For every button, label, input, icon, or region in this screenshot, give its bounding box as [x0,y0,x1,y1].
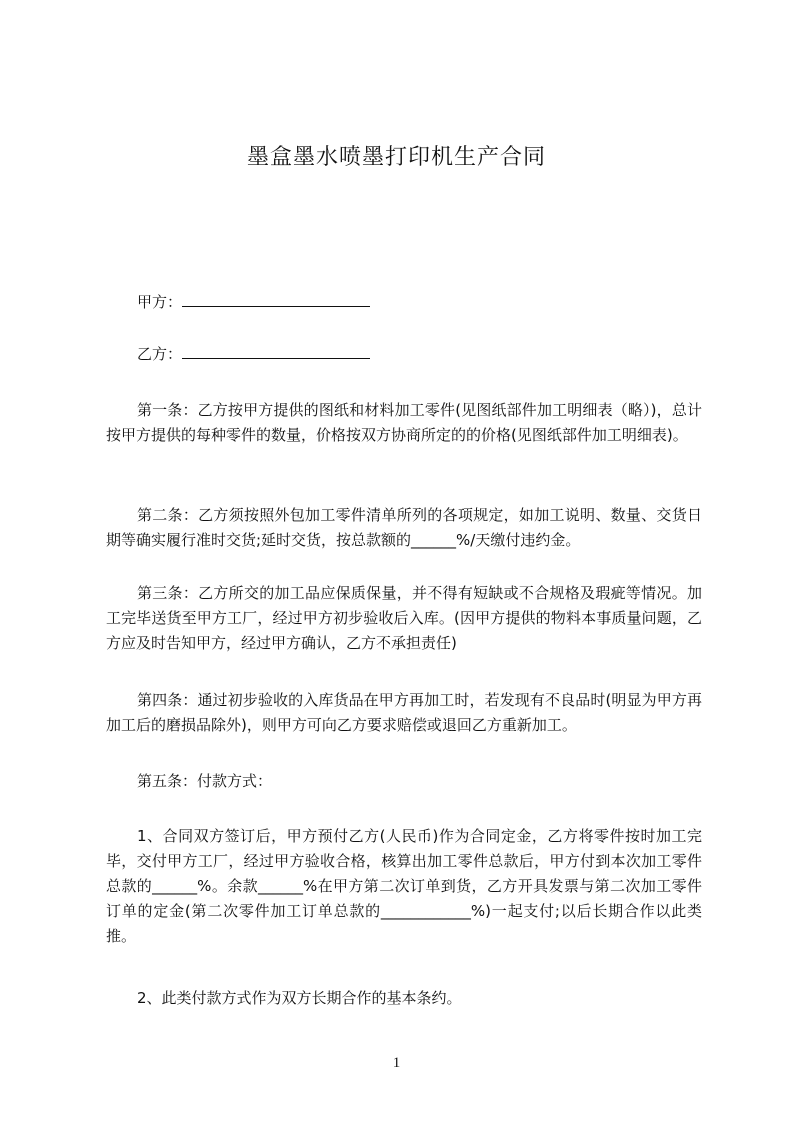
party-a-line [137,292,370,312]
article-2: 第二条：乙方须按照外包加工零件清单所列的各项规定，如加工说明、数量、交货日期等确实履行准时交货;延时交货，按总款额的______%/天缴付违约金。 [106,506,702,549]
party-b-line [137,344,370,364]
article-1: 第一条：乙方按甲方提供的图纸和材料加工零件(见图纸部件加工明细表（略）)，总计按甲方提供的每种零件的数量，价格按双方协商所定的的价格(见图纸部件加工明细表)。 [106,401,702,444]
article-3: 第三条：乙方所交的加工品应保质保量，并不得有短缺或不合规格及瑕疵等情况。加工完毕送货至甲方工厂，经过甲方初步验收后入库。(因甲方提供的物料本事质量问题，乙方应及时告知甲方，经过甲方确认，乙方不承担责任) [106,584,702,652]
party-a-label: 甲方： [137,293,183,311]
article-4: 第四条：通过初步验收的入库货品在甲方再加工时，若发现有不良品时(明显为甲方再加工后的磨损品除外)，则甲方可向乙方要求赔偿或退回乙方重新加工。 [106,691,702,734]
party-b-label: 乙方： [137,345,183,363]
payment-clause-2: 2、此类付款方式作为双方长期合作的基本条约。 [137,989,462,1007]
payment-clause-1: 1、合同双方签订后，甲方预付乙方(人民币)作为合同定金，乙方将零件按时加工完毕，交付甲方工厂，经过甲方验收合格，核算出加工零件总款后，甲方付到本次加工零件总款的______%。余款______%在甲方第二次订单到货，乙方开具发票与第二次加工零件订单的定金(第二次零件加工订单总款的____________%)一起支付;以后长期合作以此类推。 [106,827,702,945]
article-5: 第五条：付款方式： [137,772,273,790]
party-a-blank [182,292,370,307]
page-number: 1 [392,1055,401,1071]
contract-title: 墨盒墨水喷墨打印机生产合同 [246,145,546,170]
party-b-blank [182,344,370,359]
